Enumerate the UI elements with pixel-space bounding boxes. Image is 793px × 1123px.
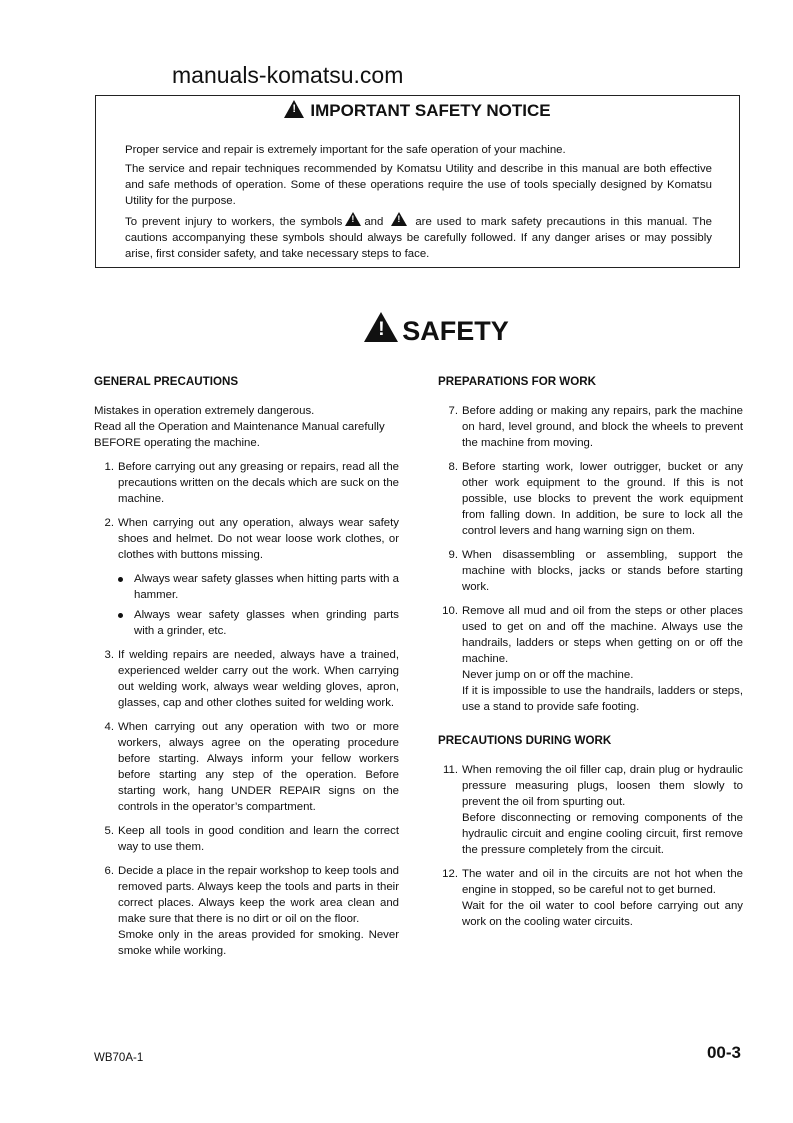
item-text: When carrying out any operation, always wear safety shoes and helmet. Do not wear loose work clothes, or clothes with buttons missing. — [118, 517, 399, 561]
item-text: When carrying out any operation with two or more workers, always agree on the operating procedure before starting. Always inform your fellow workers before starting any step of the operation. Before starting work, hang UNDER REPAIR signs on the controls in the operator’s compartment. — [118, 721, 399, 813]
list-item — [94, 823, 399, 855]
safety-notice-box — [95, 95, 740, 268]
list-item — [438, 762, 743, 858]
safety-heading-text: SAFETY — [402, 316, 509, 346]
list-item — [438, 603, 743, 715]
notice-p3 — [125, 212, 712, 262]
item-text: Never jump on or off the machine. — [462, 669, 634, 681]
item-text: Before disconnecting or removing components of the hydraulic circuit and engine cooling circuit, first remove the pressure completely from the circuit. — [462, 812, 743, 856]
notice-title — [96, 100, 739, 121]
warning-icon — [284, 100, 304, 118]
notice-p3c: are used to mark safety precautions in this manual. The cautions accompanying these symbols should always be carefully followed. If any danger arises or may possibly arise, first consider safety, and take necessary steps to face. — [125, 216, 712, 260]
item-text: If welding repairs are needed, always have a trained, experienced welder carry out the work. When carrying out welding work, always wear welding gloves, apron, glasses, cap and other clothes suited for welding work. — [118, 649, 399, 709]
section-title-preparations: PREPARATIONS FOR WORK — [438, 375, 597, 388]
item-number: 9. — [448, 549, 458, 561]
hazard-pressure-icon — [391, 212, 407, 226]
item-number: 2. — [104, 517, 114, 529]
item-text: Before starting work, lower outrigger, bucket or any other work equipment to the ground. If this is not possible, use blocks to prevent the work equipment from falling down. In addition, be sure to lock all the control levers and hang warning sign on them. — [462, 461, 743, 537]
bullet-item: Always wear safety glasses when hitting parts with a hammer. — [94, 571, 399, 603]
intro-line1: Mistakes in operation extremely dangerous. — [94, 405, 315, 417]
notice-p3a: To prevent injury to workers, the symbols — [125, 216, 343, 228]
footer-model: WB70A-1 — [94, 1052, 144, 1064]
item-text: Smoke only in the areas provided for smoking. Never smoke while working. — [118, 929, 399, 957]
list-item — [438, 459, 743, 539]
item-text: If it is impossible to use the handrails, ladders or steps, use a stand to provide safe footing. — [462, 685, 743, 713]
item-text: Decide a place in the repair workshop to keep tools and removed parts. Always keep the tools and parts in their correct places. Always keep the work area clean and make sure that there is no dirt or oil on the floor. — [118, 865, 399, 925]
bullet-item: Always wear safety glasses when grinding parts with a grinder, etc. — [94, 607, 399, 639]
intro-line2: Read all the Operation and Maintenance Manual carefully BEFORE operating the machine. — [94, 421, 385, 449]
safety-heading — [40, 312, 793, 348]
item-number: 8. — [448, 461, 458, 473]
notice-p2: The service and repair techniques recommended by Komatsu Utility and describe in this manual are both effective and safe methods of operation. Some of these operations require the use of tools specially designed by Komatsu Utility for the purpose. — [125, 163, 712, 207]
watermark: manuals-komatsu.com — [172, 62, 404, 88]
notice-title-text: IMPORTANT SAFETY NOTICE — [310, 101, 551, 120]
item-number: 4. — [104, 721, 114, 733]
right-column — [438, 374, 743, 938]
item-text: Keep all tools in good condition and learn the correct way to use them. — [118, 825, 399, 853]
item-number: 10. — [442, 605, 458, 617]
notice-p3b: and — [364, 216, 384, 228]
warning-icon — [345, 212, 361, 226]
list-item — [94, 459, 399, 507]
section-title-general: GENERAL PRECAUTIONS — [94, 375, 239, 388]
section-title-during: PRECAUTIONS DURING WORK — [438, 734, 612, 747]
item-number: 11. — [443, 764, 458, 776]
item-text: Before adding or making any repairs, park the machine on hard, level ground, and block the wheels to prevent the machine from moving. — [462, 405, 743, 449]
list-item — [94, 647, 399, 711]
item-text: When removing the oil filler cap, drain plug or hydraulic pressure measuring plugs, loosen them slowly to prevent the oil from spurting out. — [462, 764, 743, 808]
item-text: When disassembling or assembling, support the machine with blocks, jacks or stands before starting work. — [462, 549, 743, 593]
list-item — [94, 719, 399, 815]
notice-p1: Proper service and repair is extremely important for the safe operation of your machine. — [125, 144, 566, 156]
list-item — [438, 403, 743, 451]
item-number: 6. — [104, 865, 114, 877]
item-number: 3. — [104, 649, 114, 661]
item-text: Wait for the oil water to cool before carrying out any work on the cooling water circuits. — [462, 900, 743, 928]
item-text: Remove all mud and oil from the steps or other places used to get on and off the machine. Always use the handrails, ladders or steps when getting on or off the machine. — [462, 605, 743, 665]
item-number: 5. — [104, 825, 114, 837]
notice-text — [125, 142, 712, 265]
left-column — [94, 374, 399, 967]
warning-icon — [364, 312, 398, 342]
item-number: 7. — [448, 405, 458, 417]
item-text: The water and oil in the circuits are not hot when the engine in stopped, so be careful not to get burned. — [462, 868, 743, 896]
item-number: 1. — [104, 461, 114, 473]
list-item — [438, 866, 743, 930]
list-item — [94, 515, 399, 563]
page-number: 00-3 — [706, 1043, 741, 1062]
item-text: Before carrying out any greasing or repairs, read all the precautions written on the decals which are suck on the machine. — [118, 461, 399, 505]
list-item — [94, 863, 399, 959]
list-item — [438, 547, 743, 595]
item-number: 12. — [442, 868, 458, 880]
general-intro — [94, 403, 399, 451]
